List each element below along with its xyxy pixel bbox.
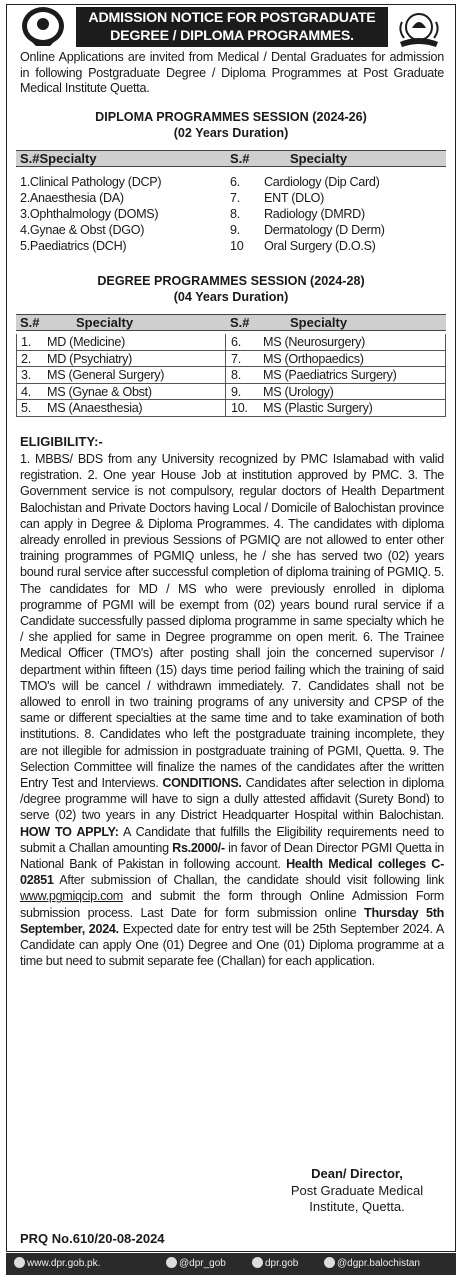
footer-twitter-text: @dpr_gob xyxy=(179,1258,226,1269)
diploma-right-no-4: 9. xyxy=(230,223,240,237)
government-emblem-icon xyxy=(396,10,442,50)
table-row xyxy=(16,222,446,238)
table-row xyxy=(17,334,445,351)
diploma-right-no-3: 8. xyxy=(230,207,240,221)
diploma-right-no-1: 6. xyxy=(230,175,240,189)
degree-left-no-3: 3. xyxy=(21,368,31,382)
apply-text-5: Expected date for entry test will be 25th September 2024. A Candidate can apply One (01) Degree and One (01) Diploma programme at a time but need to submit separate fee (Challan) for each application. xyxy=(20,921,444,969)
degree-left-no-5: 5. xyxy=(21,401,31,415)
degree-col-specialty: Specialty xyxy=(76,315,134,330)
degree-left-1: MD (Medicine) xyxy=(47,335,125,349)
degree-col-sno: S.# xyxy=(20,315,40,330)
table-row xyxy=(16,190,446,206)
degree-right-4: MS (Urology) xyxy=(263,384,334,399)
footer-website[interactable] xyxy=(14,1253,100,1275)
title-line-2: DEGREE / DIPLOMA PROGRAMMES. xyxy=(110,28,354,44)
table-row xyxy=(16,206,446,222)
diploma-right-no-5: 10 xyxy=(230,239,244,253)
degree-table-header xyxy=(16,314,446,331)
degree-right-3: MS (Paediatrics Surgery) xyxy=(263,368,397,382)
diploma-right-1: Cardiology (Dip Card) xyxy=(264,175,380,189)
degree-right-no-5: 10. xyxy=(231,401,248,415)
intro-paragraph: Online Applications are invited from Medical / Dental Graduates for admission in following Postgraduate Degree / Diploma Programmes at Post Graduate Medical Institute Quetta. xyxy=(20,50,444,95)
diploma-left-5: 5.Paediatrics (DCH) xyxy=(20,239,127,253)
degree-left-3: MS (General Surgery) xyxy=(47,368,165,382)
diploma-right-2: ENT (DLO) xyxy=(264,191,325,205)
degree-right-no-4: 9. xyxy=(231,384,241,399)
diploma-col-specialty-2: Specialty xyxy=(290,151,348,166)
instagram-icon xyxy=(252,1257,263,1268)
eligibility-and-conditions-body xyxy=(20,451,444,970)
application-link[interactable]: www.pgmiqcip.com xyxy=(20,889,123,904)
degree-right-2: MS (Orthopaedics) xyxy=(263,351,364,366)
table-row xyxy=(17,351,445,368)
degree-duration: (04 Years Duration) xyxy=(173,290,289,304)
footer-website-text: www.dpr.gob.pk. xyxy=(27,1258,101,1269)
apply-text-3: After submission of Challan, the candidate should visit following link xyxy=(53,873,444,888)
eligibility-text: 1. MBBS/ BDS from any University recognized by PMC Islamabad with valid registration. 2. One year House Job at institution approved by PMC. 3. The Government service is not compulsory, regular doctors of Health Department Balochistan and Private Doctors having Local / Domicile of Balochistan province can apply in Degree & Diploma Programmes. 4. The candidates with diploma already enrolled in previous Sessions of PGMIQ are not allowed to enter other training programmes of PGMIQ unless, he / she has served two (02) years bound rural service after successful completion of diploma training of PGMIQ. 5. The candidates for MD / MS who were previously enrolled in diploma programme of PGMI will be exempt from (02) years bound rural service if a Candidate successfully passed diploma programme in same specialty which he / she applied for same in Degree programme on open merit. 6. The Trainee Medical Officer (TMO's) after posting shall join the concerned supervisor / department within fifteen (15) days time period failing which the training of said TMO's will be cancel / withdrawn immediately. 7. Candidates shall not be allowed to enroll in two training programs of any university and CPSP of the same or different specialties at the same time and to take examination of both institutions. 8. Candidates who left the postgraduate training incomplete, they are not illegible for admission in postgraduate training of PGMI, Quetta. 9. The Selection Committee will finalize the names of the candidates after the written Entry Test and Interviews. xyxy=(20,452,444,791)
facebook-icon xyxy=(324,1257,335,1268)
diploma-left-2: 2.Anaesthesia (DA) xyxy=(20,191,124,205)
conditions-label: CONDITIONS. xyxy=(162,776,242,791)
diploma-left-3: 3.Ophthalmology (DOMS) xyxy=(20,207,159,221)
degree-right-no-2: 7. xyxy=(231,351,241,366)
footer-twitter[interactable] xyxy=(166,1253,226,1275)
eligibility-heading: ELIGIBILITY:- xyxy=(20,434,103,449)
conditions-text: Candidates after selection in diploma /degree programme will have to sign a dully attested affidavit (Surety Bond) to serve (02) two years in any District Headquarter Hospital within Balochistan. xyxy=(20,776,444,823)
degree-table-body xyxy=(16,334,446,417)
diploma-left-1: 1.Clinical Pathology (DCP) xyxy=(20,175,162,189)
notice-title xyxy=(76,7,388,47)
diploma-right-4: Dermatology (D Derm) xyxy=(264,223,385,237)
degree-col-sno-2: S.# xyxy=(230,315,250,330)
diploma-right-5: Oral Surgery (D.O.S) xyxy=(264,239,376,253)
twitter-icon xyxy=(166,1257,177,1268)
notice-header xyxy=(6,4,456,48)
degree-session-heading: DEGREE PROGRAMMES SESSION (2024-28) xyxy=(97,274,365,288)
degree-left-5: MS (Anaesthesia) xyxy=(47,401,143,415)
degree-left-2: MD (Psychiatry) xyxy=(47,351,133,366)
table-row xyxy=(17,400,445,417)
table-row xyxy=(17,384,445,401)
signature-block xyxy=(262,1166,452,1216)
degree-right-1: MS (Neurosurgery) xyxy=(263,335,365,349)
apply-text-2: in favor of Dean Director PGMI Quetta in National Bank of Pakistan in following account. xyxy=(20,840,445,872)
degree-left-no-2: 2. xyxy=(21,351,31,366)
signature-title: Dean/ Director, xyxy=(311,1166,403,1181)
footer-instagram[interactable] xyxy=(252,1253,298,1275)
table-row xyxy=(16,174,446,190)
footer-instagram-text: dpr.gob xyxy=(265,1258,299,1269)
last-date: Thursday 5th September, 2024. xyxy=(20,905,444,936)
diploma-table-body xyxy=(16,174,446,254)
footer-facebook-text: @dgpr.balochistan xyxy=(337,1258,420,1269)
diploma-right-no-2: 7. xyxy=(230,191,240,205)
degree-left-4: MS (Gynae & Obst) xyxy=(47,384,152,399)
apply-text-1: A Candidate that fulfills the Eligibility requirements need to submit a Challan amounting xyxy=(20,824,445,855)
degree-left-no-4: 4. xyxy=(21,384,31,399)
title-line-1: ADMISSION NOTICE FOR POSTGRADUATE xyxy=(88,10,376,26)
table-row xyxy=(16,238,446,254)
degree-right-no-1: 6. xyxy=(231,335,241,349)
degree-col-specialty-2: Specialty xyxy=(290,315,348,330)
bank-account: Health Medical colleges C-02851 xyxy=(20,857,444,888)
diploma-col-sno-2: S.# xyxy=(230,151,250,166)
footer-facebook[interactable] xyxy=(324,1253,420,1275)
degree-right-5: MS (Plastic Surgery) xyxy=(263,401,373,415)
challan-amount: Rs.2000/- xyxy=(172,840,225,855)
diploma-duration: (02 Years Duration) xyxy=(173,126,289,140)
prq-number: PRQ No.610/20-08-2024 xyxy=(20,1231,165,1246)
signature-line-2: Post Graduate Medical xyxy=(290,1182,424,1198)
footer-bar xyxy=(6,1253,456,1275)
diploma-col-sno-specialty: S.#Specialty xyxy=(20,151,97,166)
pgmi-logo-icon xyxy=(20,6,66,48)
degree-left-no-1: 1. xyxy=(21,335,31,349)
diploma-session-heading: DIPLOMA PROGRAMMES SESSION (2024-26) xyxy=(95,110,367,124)
diploma-left-4: 4.Gynae & Obst (DGO) xyxy=(20,223,145,237)
apply-text-4: and submit the form through Online Admission Form submission process. Last Date for form submission online xyxy=(20,889,444,920)
diploma-table-header xyxy=(16,150,446,167)
degree-right-no-3: 8. xyxy=(231,368,241,382)
how-to-apply-label: HOW TO APPLY: xyxy=(20,824,119,839)
globe-icon xyxy=(14,1257,25,1268)
table-row xyxy=(17,367,445,384)
signature-line-3: Institute, Quetta. xyxy=(309,1199,405,1214)
diploma-right-3: Radiology (DMRD) xyxy=(264,207,365,221)
